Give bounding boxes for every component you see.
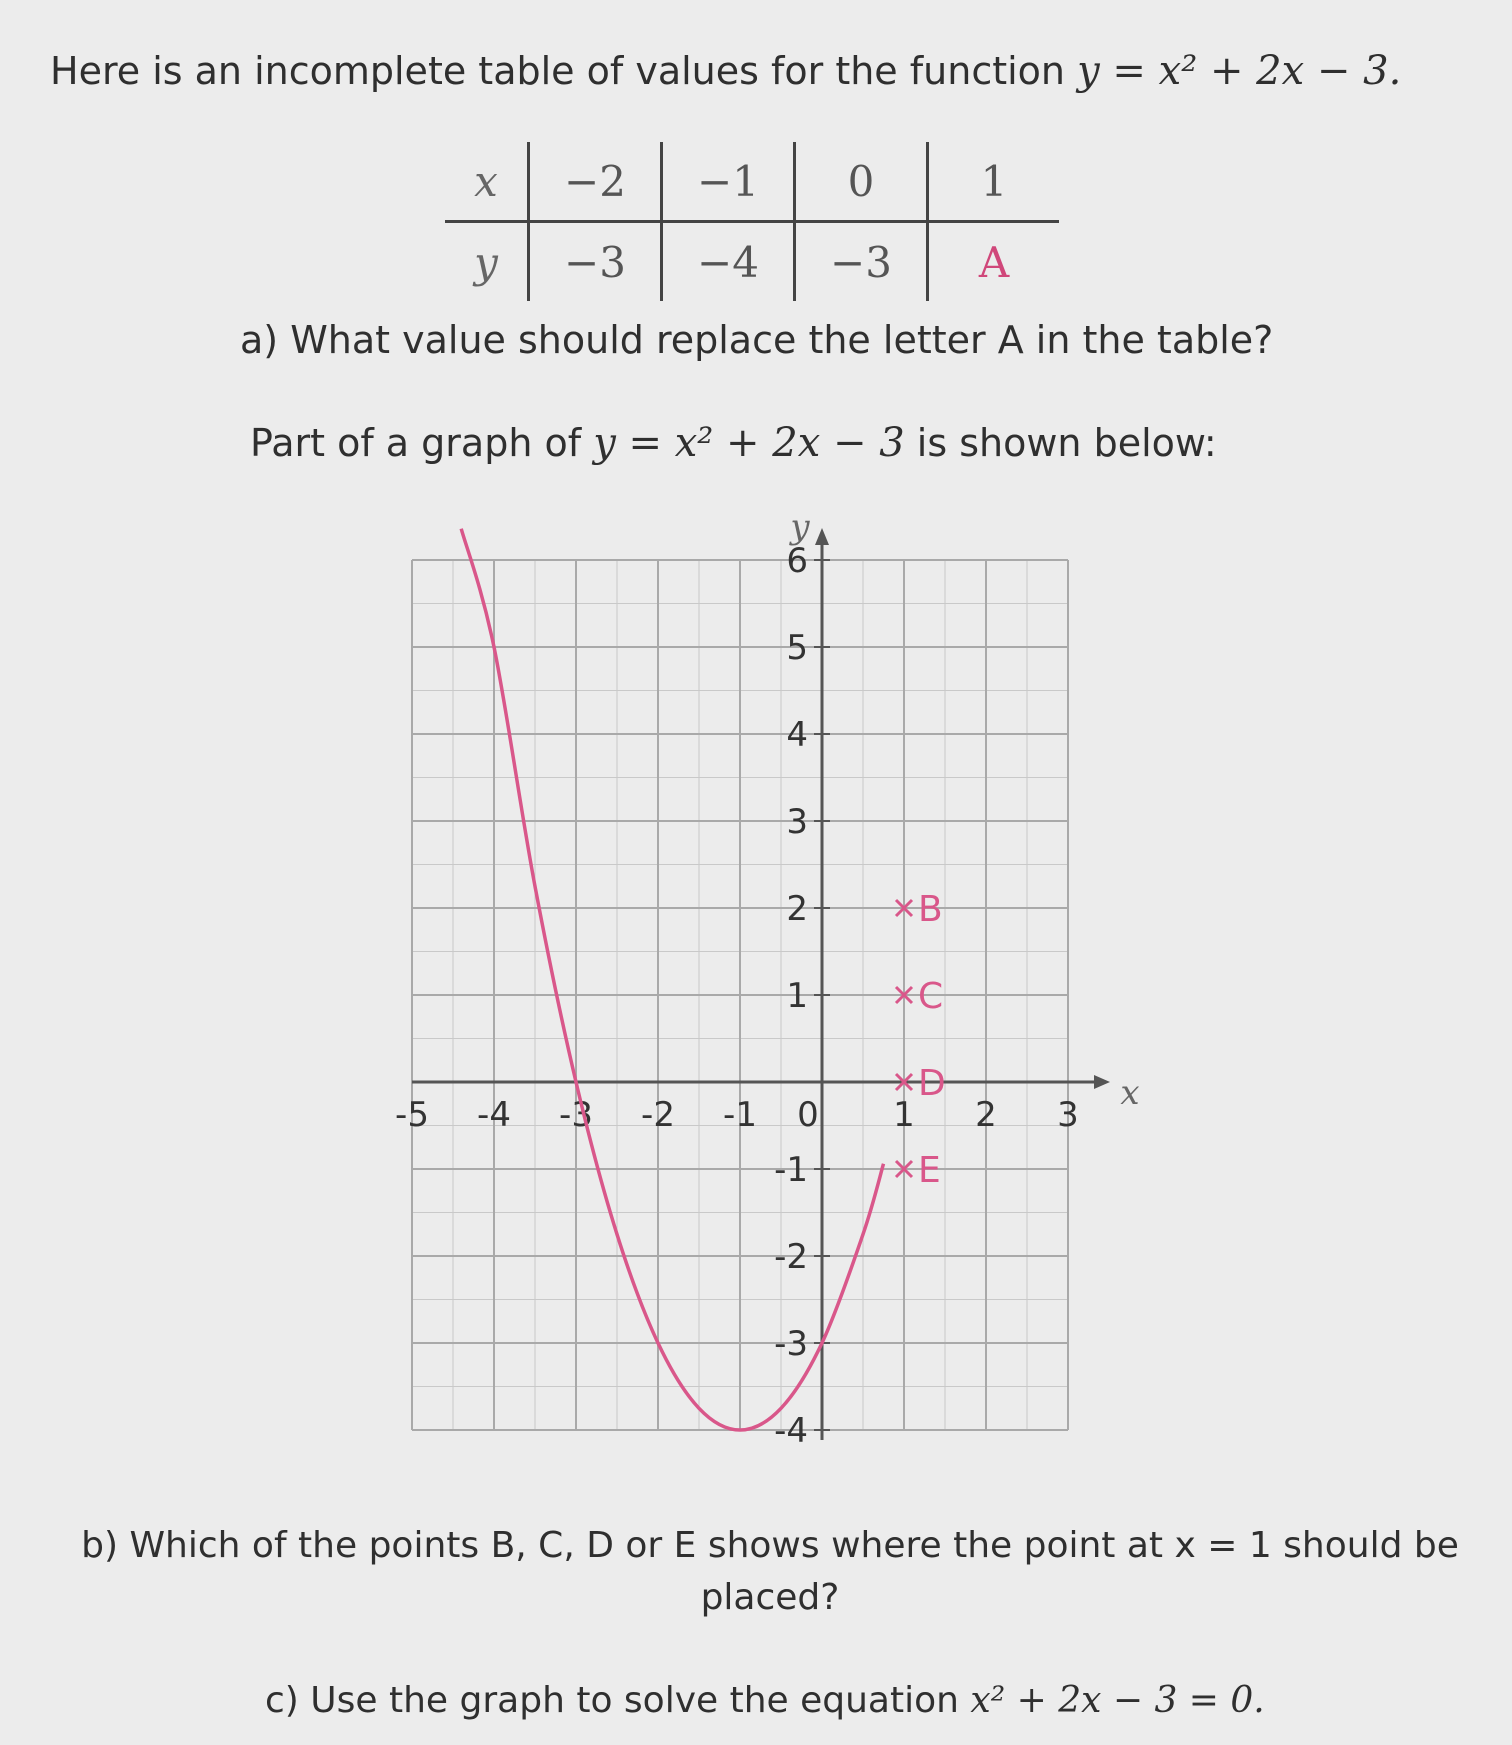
x-tick-label: -3: [559, 1095, 593, 1135]
question-c: [265, 1680, 1265, 1721]
x-axis-label: x: [1120, 1073, 1140, 1113]
point-label-b: B: [918, 889, 943, 930]
grid: [412, 560, 1068, 1430]
y-tick-label: 6: [786, 541, 808, 581]
y-axis-label: y: [790, 507, 810, 547]
point-label-c: C: [918, 976, 944, 1017]
y-tick-label: 4: [786, 715, 808, 755]
table-y-cell-unknown: A: [928, 222, 1060, 302]
graph-caption-suffix: is shown below:: [916, 421, 1217, 465]
intro-function: y = x² + 2x − 3.: [1077, 48, 1402, 94]
x-tick-label: 2: [975, 1095, 997, 1135]
table-x-cell: 1: [928, 142, 1060, 222]
x-tick-label: -5: [395, 1095, 429, 1135]
graph-caption-text: Part of a graph of: [250, 421, 582, 465]
y-tick-label: -1: [774, 1150, 808, 1190]
x-tick-label: -2: [641, 1095, 675, 1135]
x-tick-label: 0: [797, 1095, 819, 1135]
x-axis-arrow: [1094, 1075, 1110, 1089]
question-b: b) Which of the points B, C, D or E shows where the point at x = 1 should be placed?: [81, 1525, 1459, 1618]
y-tick-label: 2: [786, 889, 808, 929]
y-tick-label: -3: [774, 1324, 808, 1364]
table-x-label: x: [445, 142, 529, 222]
table-x-cell: −1: [662, 142, 795, 222]
y-axis-arrow: [815, 528, 829, 545]
question-c-equation: x² + 2x − 3 = 0.: [970, 1680, 1265, 1721]
y-tick-label: -4: [774, 1411, 808, 1451]
intro-label: Here is an incomplete table of values for the function: [50, 49, 1065, 93]
graph-caption-function: y = x² + 2x − 3: [593, 420, 905, 466]
table-x-cell: 0: [795, 142, 928, 222]
table-y-cell: −3: [529, 222, 662, 302]
parabola-curve: [461, 529, 883, 1430]
point-label-d: D: [918, 1063, 946, 1104]
x-tick-label: 1: [893, 1095, 915, 1135]
table-y-label: y: [474, 237, 498, 287]
point-label-e: E: [918, 1150, 941, 1191]
table-x-cell: −2: [529, 142, 662, 222]
y-tick-label: 5: [786, 628, 808, 668]
x-tick-label: -1: [723, 1095, 757, 1135]
x-tick-label: 3: [1057, 1095, 1079, 1135]
x-tick-label: -4: [477, 1095, 511, 1135]
question-c-text: c) Use the graph to solve the equation: [265, 1680, 959, 1721]
y-tick-label: 3: [786, 802, 808, 842]
axes: [395, 507, 1140, 1451]
table-y-cell: −4: [662, 222, 795, 302]
y-tick-label: -2: [774, 1237, 808, 1277]
table-y-cell: −3: [795, 222, 928, 302]
y-tick-label: 1: [786, 976, 808, 1016]
curve-layer: [461, 529, 883, 1430]
question-a: a) What value should replace the letter A in the table?: [240, 318, 1274, 362]
